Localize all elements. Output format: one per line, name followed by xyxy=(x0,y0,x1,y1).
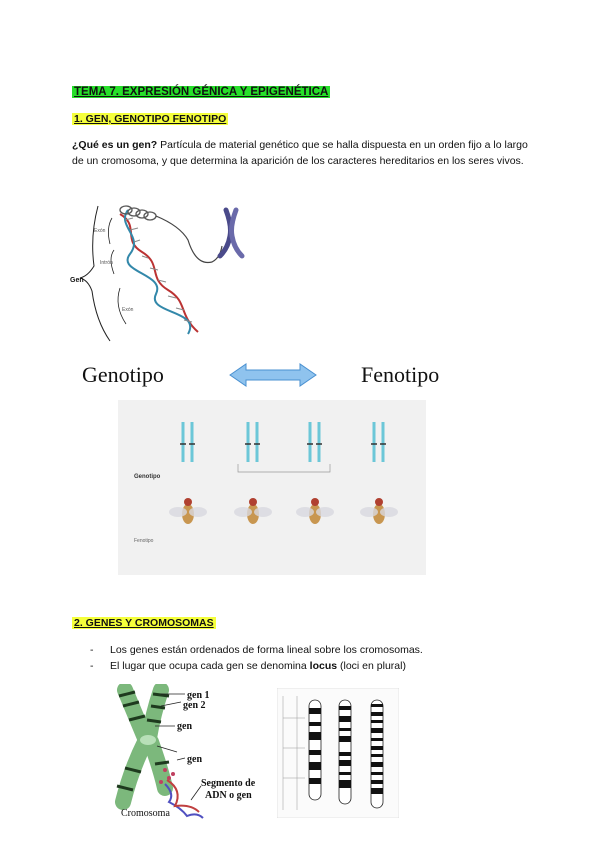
locus-term: locus xyxy=(309,660,338,672)
label-segment-1: Segmento de xyxy=(201,778,256,789)
genotype-phenotype-panel xyxy=(118,400,426,575)
label-gen4: gen xyxy=(187,754,202,765)
panel-row-fenotipo: Fenotipo xyxy=(134,538,154,544)
mini-chromosome xyxy=(220,210,242,256)
gene-question: ¿Qué es un gen? xyxy=(72,139,158,151)
ideogram-col-2 xyxy=(339,700,351,804)
label-gen2: gen 2 xyxy=(183,700,206,711)
dna-gene-figure xyxy=(70,196,250,346)
gene-definition-text: Partícula de material genético que se halla dispuesta en un orden fijo a lo largo de un cromosoma, y que determina la aparición de los caracteres hereditarios en los seres vivos. xyxy=(72,139,528,167)
section1-heading: 1. GEN, GENOTIPO FENOTIPO xyxy=(74,113,227,125)
label-intron: Intrón xyxy=(100,260,113,266)
bullet-item: - El lugar que ocupa cada gen se denomina locus (loci en plural) xyxy=(90,658,530,674)
chromosome-caption: Cromosoma xyxy=(121,808,170,819)
dna-helix xyxy=(120,206,198,334)
fruit-flies xyxy=(169,498,398,524)
fenotipo-label: Fenotipo xyxy=(361,362,440,387)
section2-heading: 2. GENES Y CROMOSOMAS xyxy=(74,617,214,629)
chromosome-ideogram xyxy=(277,688,399,818)
bullet-item: - Los genes están ordenados de forma lineal sobre los cromosomas. xyxy=(90,642,530,658)
chromosome-pairs xyxy=(180,422,386,472)
main-heading: TEMA 7. EXPRESIÓN GÉNICA Y EPIGENÉTICA xyxy=(74,86,329,98)
panel-row-genotipo: Genotipo xyxy=(134,474,161,480)
gen-brace xyxy=(80,206,110,341)
label-exon-top: Exón xyxy=(94,228,106,234)
label-gen1: gen 1 xyxy=(187,690,210,701)
label-gen3: gen xyxy=(177,721,192,732)
ideogram-col-3 xyxy=(371,700,383,808)
genotipo-label: Genotipo xyxy=(82,362,164,387)
label-segment-2: ADN o gen xyxy=(205,790,252,801)
gene-definition xyxy=(72,137,532,169)
genes-bullet-list xyxy=(90,642,530,674)
label-gen: Gen xyxy=(70,277,84,284)
ideogram-col-1 xyxy=(309,700,321,800)
chromosome-figure xyxy=(95,684,275,822)
double-arrow-icon xyxy=(228,362,318,388)
label-exon-bottom: Exón xyxy=(122,307,134,313)
